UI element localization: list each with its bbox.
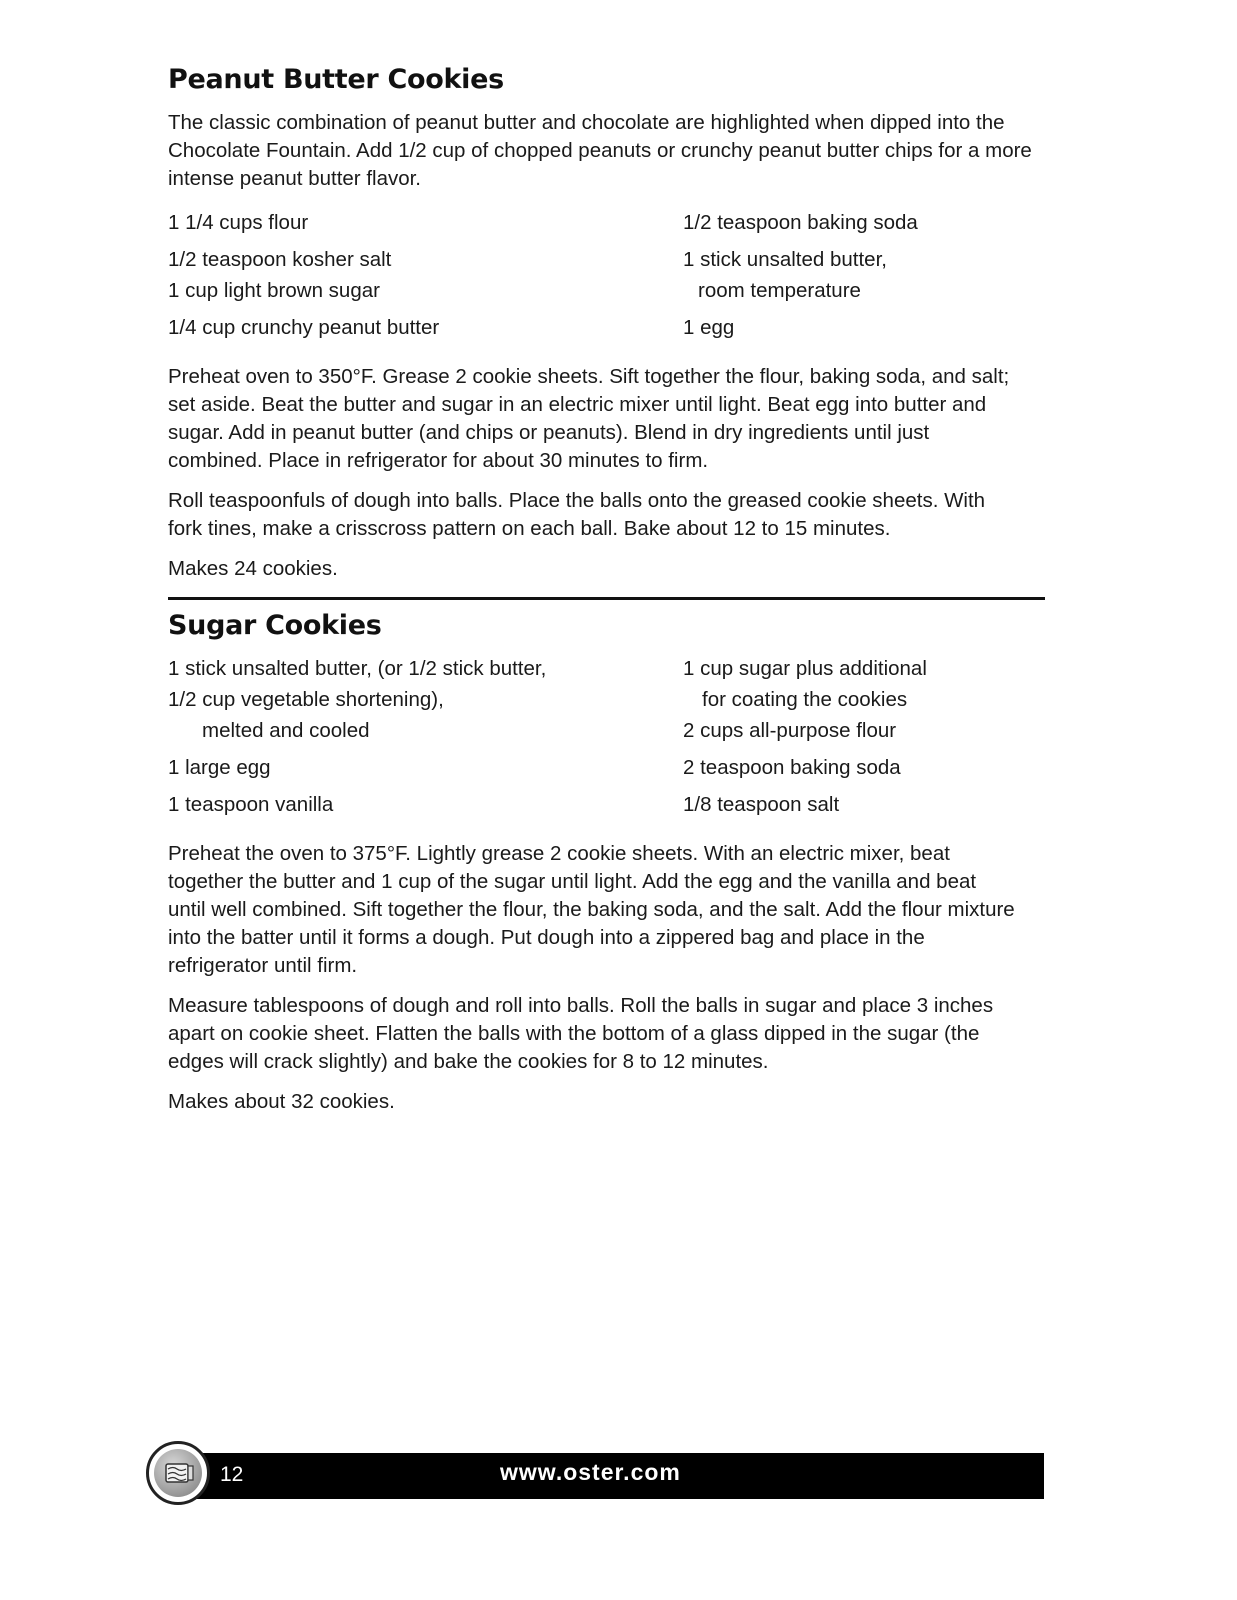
ingredients-left-column <box>168 207 683 343</box>
ingredient-continued: melted and cooled <box>202 719 370 742</box>
ingredient-continued: room temperature <box>698 279 861 302</box>
ingredients-list <box>168 207 1048 343</box>
ingredients-left-column <box>168 653 683 820</box>
recipe-title-peanut-butter-cookies: Peanut Butter Cookies <box>168 64 504 95</box>
ingredient: 1 1/4 cups flour <box>168 211 309 234</box>
ingredients-list <box>168 653 1048 820</box>
ingredient: 1 cup sugar plus additional <box>683 657 927 680</box>
page-content <box>168 60 1048 1116</box>
page-number: 12 <box>220 1463 244 1486</box>
recipe-title-sugar-cookies: Sugar Cookies <box>168 610 382 641</box>
ingredient: 1 egg <box>683 316 735 339</box>
recipe-yield: Makes 24 cookies. <box>168 557 338 580</box>
recipe-yield: Makes about 32 cookies. <box>168 1090 395 1113</box>
ingredient: 1 stick unsalted butter, <box>683 248 887 271</box>
section-divider <box>168 597 1045 600</box>
recipe-intro: The classic combination of peanut butter and chocolate are highlighted when dipped into the Chocolate Fountain. Add 1/2 cup of chopped peanuts or crunchy peanut butter chips for a more intense peanut butter flavor. <box>168 111 1032 190</box>
ingredient: 1 cup light brown sugar <box>168 279 380 302</box>
fountain-logo-icon <box>146 1441 210 1505</box>
ingredient: 2 cups all-purpose flour <box>683 719 897 742</box>
ingredient: 1/8 teaspoon salt <box>683 793 840 816</box>
ingredient: 1 teaspoon vanilla <box>168 793 334 816</box>
ingredient-continued: for coating the cookies <box>702 688 908 711</box>
ingredients-right-column <box>683 207 1048 343</box>
recipe-step: Roll teaspoonfuls of dough into balls. Place the balls onto the greased cookie sheets. With fork tines, make a crisscross pattern on each ball. Bake about 12 to 15 minutes. <box>168 489 986 540</box>
recipe-step: Preheat the oven to 375°F. Lightly grease 2 cookie sheets. With an electric mixer, beat together the butter and 1 cup of the sugar until light. Add the egg and the vanilla and beat until well combined. Sift together the flour, the baking soda, and the salt. Add the flour mixture into the batter until it forms a dough. Put dough into a zippered bag and place in the refrigerator until firm. <box>168 842 1015 977</box>
ingredient: 1/4 cup crunchy peanut butter <box>168 316 440 339</box>
website-url: www.oster.com <box>500 1459 681 1485</box>
recipe-step: Measure tablespoons of dough and roll into balls. Roll the balls in sugar and place 3 inches apart on cookie sheet. Flatten the balls with the bottom of a glass dipped in the sugar (the edges will crack slightly) and bake the cookies for 8 to 12 minutes. <box>168 994 994 1073</box>
recipe-step: Preheat oven to 350°F. Grease 2 cookie sheets. Sift together the flour, baking soda, and salt; set aside. Beat the butter and sugar in an electric mixer until light. Beat egg into butter and sugar. Add in peanut butter (and chips or peanuts). Blend in dry ingredients until just combined. Place in refrigerator for about 30 minutes to firm. <box>168 365 1010 472</box>
ingredient: 1 large egg <box>168 756 271 779</box>
footer-bar <box>168 1453 1044 1499</box>
ingredient: 2 teaspoon baking soda <box>683 756 901 779</box>
ingredient: 1/2 teaspoon baking soda <box>683 211 918 234</box>
ingredient: 1/2 cup vegetable shortening), <box>168 688 444 711</box>
ingredient: 1/2 teaspoon kosher salt <box>168 248 392 271</box>
ingredients-right-column <box>683 653 1048 820</box>
ingredient: 1 stick unsalted butter, (or 1/2 stick butter, <box>168 657 547 680</box>
